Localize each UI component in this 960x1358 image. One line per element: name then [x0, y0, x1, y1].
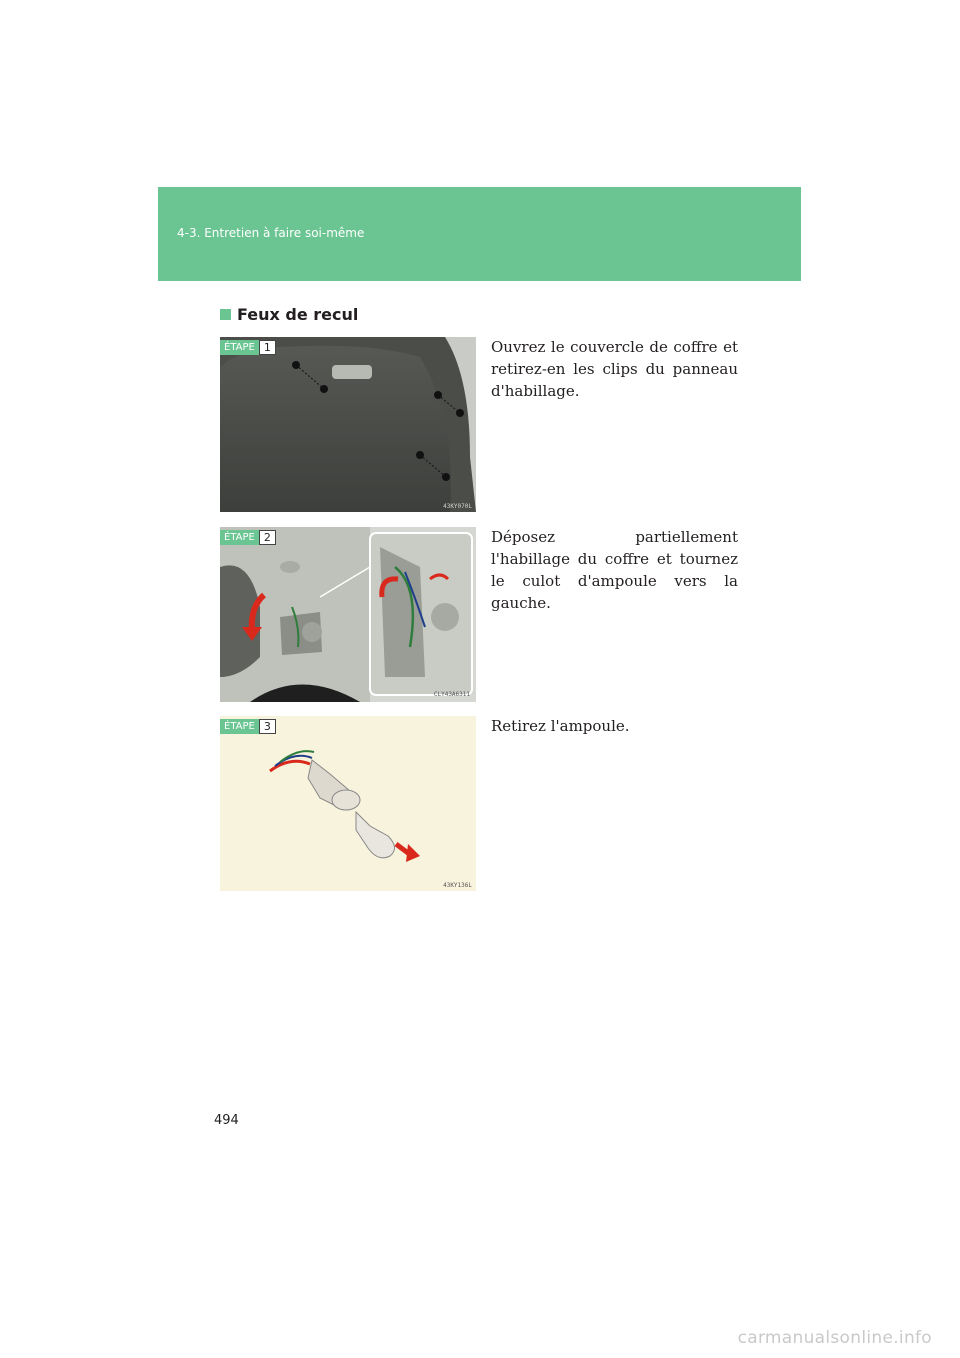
- step-2-text: Déposez partiellement l'habillage du coffre et tournez le culot d'ampoule vers la gauche.: [491, 528, 738, 612]
- step-2-image: [220, 527, 476, 702]
- page-number: 494: [214, 1113, 239, 1128]
- header-band: [158, 187, 801, 281]
- step-badge-number: 1: [259, 340, 276, 355]
- image-code: 43KY136L: [443, 882, 472, 889]
- step-3-text: Retirez l'ampoule.: [491, 717, 630, 735]
- square-icon: [220, 309, 231, 320]
- trunk-lining-illustration: [220, 527, 476, 702]
- step-badge-number: 2: [259, 530, 276, 545]
- step-badge-word: ÉTAPE: [220, 719, 259, 734]
- step-badge: [220, 340, 276, 355]
- section-heading-text: Feux de recul: [237, 305, 359, 324]
- bulb-removal-illustration: [220, 716, 476, 891]
- step-badge-word: ÉTAPE: [220, 530, 259, 545]
- chapter-title: 4-3. Entretien à faire soi-même: [177, 226, 365, 240]
- step-badge-word: ÉTAPE: [220, 340, 259, 355]
- step-badge-number: 3: [259, 719, 276, 734]
- step-badge: [220, 530, 276, 545]
- watermark: carmanualsonline.info: [737, 1328, 932, 1348]
- step-1-text: Ouvrez le couvercle de coffre et retirez-en les clips du panneau d'habillage.: [491, 338, 738, 400]
- image-code: 43KY070L: [443, 503, 472, 510]
- step-3-image: [220, 716, 476, 891]
- section-heading: [220, 305, 358, 324]
- step-badge: [220, 719, 276, 734]
- image-code: CLY43A6311: [433, 691, 470, 698]
- step-1-image: [220, 337, 476, 512]
- trunk-lid-illustration: [220, 337, 476, 512]
